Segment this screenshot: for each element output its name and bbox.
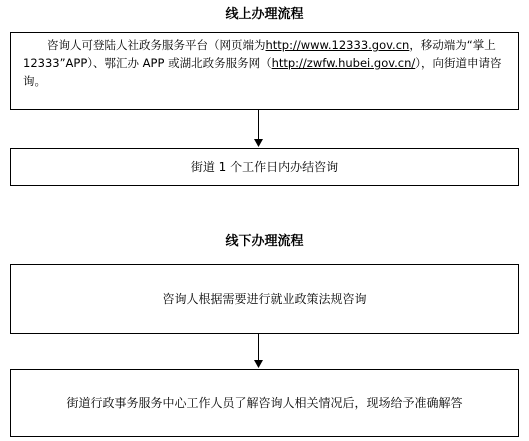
online-step-1-text-c: ），向街道申请咨询。 xyxy=(23,56,502,88)
offline-step-2-text: 街道行政事务服务中心工作人员了解咨询人相关情况后，现场给予准确解答 xyxy=(66,396,463,410)
website-link-12333[interactable]: http://www.12333.gov.cn xyxy=(265,38,410,52)
online-arrow-icon xyxy=(253,110,264,148)
online-step-2-box xyxy=(10,148,519,186)
online-step-2-text: 街道 1 个工作日内办结咨询 xyxy=(190,160,339,174)
online-step-1-box xyxy=(10,32,519,110)
online-step-1-text-b: ，移动端为“掌上 12333”APP）、鄂汇办 APP 或湖北政务服务网（ xyxy=(23,38,496,70)
offline-arrow-icon xyxy=(253,334,264,369)
offline-flow-title: 线下办理流程 xyxy=(225,234,304,249)
website-link-hubei[interactable]: http://zwfw.hubei.gov.cn/ xyxy=(271,56,416,70)
online-step-1-text-a: 咨询人可登陆人社政务服务平台（网页端为 xyxy=(47,38,266,52)
online-flow-title: 线上办理流程 xyxy=(225,7,304,22)
online-step-1-text xyxy=(23,36,523,90)
offline-step-1-text: 咨询人根据需要进行就业政策法规咨询 xyxy=(162,292,367,306)
offline-step-1-box xyxy=(10,264,519,334)
offline-step-2-box xyxy=(10,369,519,437)
